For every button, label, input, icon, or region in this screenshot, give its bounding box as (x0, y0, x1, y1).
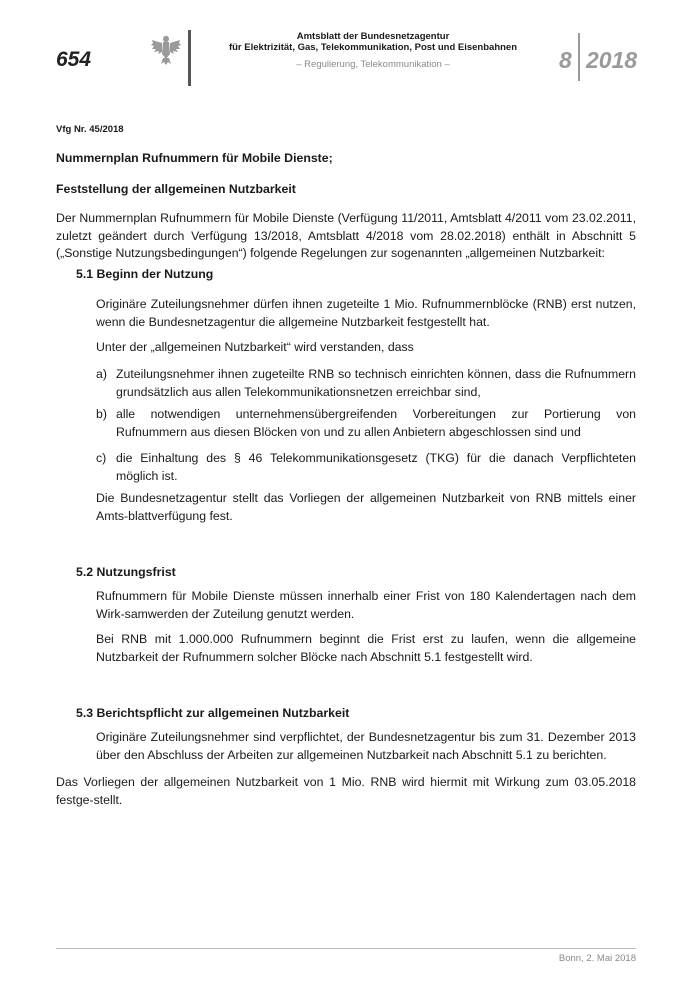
list-item-label: b) (96, 407, 107, 421)
section-5-2-paragraph-2: Bei RNB mit 1.000.000 Rufnummern beginnt die Frist erst zu laufen, wenn die allgemeine Nutzbarkeit der Rufnummern solcher Blöcke nach Abschnitt 5.1 festgestellt wird. (96, 632, 636, 664)
section-5-2-paragraph-1: Rufnummern für Mobile Dienste müssen innerhalb einer Frist von 180 Kalendertagen nach dem Wirk-samwerden der Zuteilung genutzt werden. (96, 589, 636, 621)
section-5-1-heading: 5.1 Beginn der Nutzung (76, 267, 214, 281)
list-item-label: a) (96, 367, 107, 381)
issue-divider (578, 33, 580, 81)
footer-divider (56, 948, 636, 949)
section-5-1-paragraph-2: Unter der „allgemeinen Nutzbarkeit“ wird verstanden, dass (96, 340, 414, 354)
section-5-1-paragraph-1: Originäre Zuteilungsnehmer dürfen ihnen zugeteilte 1 Mio. Rufnummernblöcke (RNB) erst nutzen, wenn die Bundesnetzagentur die allgemeine Nutzbarkeit festgestellt hat. (96, 297, 636, 329)
doc-subtitle: Feststellung der allgemeinen Nutzbarkeit (56, 182, 296, 196)
intro-paragraph: Der Nummernplan Rufnummern für Mobile Dienste (Verfügung 11/2011, Amtsblatt 4/2011 vom 23.02.2011, zuletzt geändert durch Verfügung 13/2018, Amtsblatt 4/2018 vom 28.02.2018) enthält in Abschnitt 5 („Sonstige Nutzungsbedingungen“) folgende Regelungen zur sogenannten „allgemeinen Nutzbarkeit: (56, 211, 636, 260)
place-and-date: Bonn, 2. Mai 2018 (558, 953, 636, 964)
federal-eagle-icon (150, 32, 182, 66)
page-number: 654 (56, 48, 92, 71)
list-item-text: Zuteilungsnehmer ihnen zugeteilte RNB so technisch einrichten können, dass die Rufnummern grundsätzlich aus allen Telekommunikationsnetzen erreichbar sind, (116, 367, 636, 399)
issue-year: 2018 (586, 47, 638, 73)
doc-title: Nummernplan Rufnummern für Mobile Dienste; (56, 151, 333, 165)
section-5-3-paragraph-1: Originäre Zuteilungsnehmer sind verpflichtet, der Bundesnetzagentur bis zum 31. Dezember 2013 über den Abschluss der Arbeiten zur allgemeinen Nutzbarkeit nach Abschnitt 5.1 zu berichten. (96, 730, 636, 762)
section-5-1-paragraph-3: Die Bundesnetzagentur stellt das Vorliegen der allgemeinen Nutzbarkeit von RNB mittels einer Amts-blattverfügung fest. (96, 491, 636, 523)
list-item-text: alle notwendigen unternehmensübergreifenden Vorbereitungen zur Portierung von Rufnummern aus diesen Blöcken von und zu allen Anbietern abgeschlossen sind und (116, 407, 636, 439)
list-item-label: c) (96, 451, 107, 465)
closing-paragraph: Das Vorliegen der allgemeinen Nutzbarkeit von 1 Mio. RNB wird hiermit mit Wirkung zum 03.05.2018 festge-stellt. (56, 775, 636, 807)
section-5-3-heading: 5.3 Berichtspflicht zur allgemeinen Nutzbarkeit (76, 706, 350, 720)
gazette-subtitle: für Elektrizität, Gas, Telekommunikation, Post und Eisenbahnen (228, 42, 518, 53)
gazette-section: – Regulierung, Telekommunikation – (296, 59, 450, 70)
gazette-title: Amtsblatt der Bundesnetzagentur (296, 31, 450, 42)
issue-number: 8 (559, 47, 572, 73)
decree-number: Vfg Nr. 45/2018 (56, 124, 124, 135)
section-5-2-heading: 5.2 Nutzungsfrist (76, 565, 176, 579)
list-item-text: die Einhaltung des § 46 Telekommunikationsgesetz (TKG) für die danach Verpflichteten möglich ist. (116, 451, 636, 483)
